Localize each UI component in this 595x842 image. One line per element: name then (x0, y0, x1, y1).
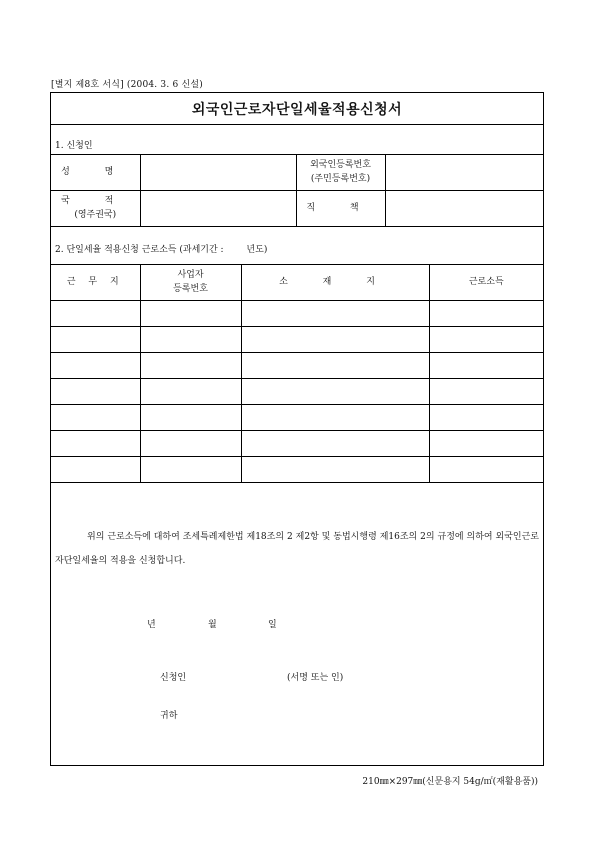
table-row (51, 353, 543, 379)
address-cell[interactable] (241, 431, 429, 457)
table-row (51, 327, 543, 353)
date-year-label: 년 (147, 620, 156, 630)
nationality-field[interactable] (140, 191, 296, 227)
name-field[interactable] (140, 155, 296, 191)
business-number-cell[interactable] (140, 379, 241, 405)
position-field[interactable] (385, 191, 543, 227)
address-cell[interactable] (241, 301, 429, 327)
signature-label: (서명 또는 인) (287, 673, 344, 683)
business-number-cell[interactable] (140, 457, 241, 483)
income-cell[interactable] (429, 457, 543, 483)
form-number-note: [별지 제8호 서식] (2004. 3. 6 신설) (51, 80, 203, 90)
date-month-label: 월 (208, 620, 217, 630)
income-table-header (51, 265, 543, 301)
position-label: 직 책 (296, 191, 385, 227)
table-row (51, 405, 543, 431)
workplace-cell[interactable] (51, 327, 140, 353)
business-number-header: 사업자 등록번호 (140, 265, 241, 301)
applicant-label: 신청인 (160, 673, 187, 683)
address-cell[interactable] (241, 327, 429, 353)
address-cell[interactable] (241, 457, 429, 483)
business-number-cell[interactable] (140, 431, 241, 457)
name-label: 성 명 (51, 155, 140, 191)
income-table (51, 264, 543, 483)
workplace-cell[interactable] (51, 353, 140, 379)
workplace-cell[interactable] (51, 405, 140, 431)
date-day-label: 일 (268, 620, 277, 630)
income-header: 근로소득 (429, 265, 543, 301)
applicant-table (51, 154, 543, 227)
table-row (51, 431, 543, 457)
paper-spec-footer: 210㎜×297㎜(신문용지 54g/㎡(재활용품)) (362, 777, 538, 787)
workplace-cell[interactable] (51, 431, 140, 457)
nationality-label: 국 적 (영주권국) (51, 191, 140, 227)
address-cell[interactable] (241, 379, 429, 405)
address-cell[interactable] (241, 405, 429, 431)
business-number-cell[interactable] (140, 405, 241, 431)
income-cell[interactable] (429, 353, 543, 379)
income-cell[interactable] (429, 431, 543, 457)
workplace-header: 근 무 지 (51, 265, 140, 301)
income-cell[interactable] (429, 405, 543, 431)
income-cell[interactable] (429, 301, 543, 327)
workplace-cell[interactable] (51, 301, 140, 327)
table-row (51, 301, 543, 327)
workplace-cell[interactable] (51, 457, 140, 483)
section1-heading: 1. 신청인 (55, 141, 93, 151)
form-title: 외국인근로자단일세율적용신청서 (51, 93, 543, 125)
registration-number-field[interactable] (385, 155, 543, 191)
income-cell[interactable] (429, 327, 543, 353)
table-row (51, 457, 543, 483)
business-number-cell[interactable] (140, 353, 241, 379)
recipient-label: 귀하 (160, 711, 178, 721)
table-row (51, 379, 543, 405)
section2-heading: 2. 단일세율 적용신청 근로소득 (과세기간 : 년도) (55, 245, 268, 255)
business-number-cell[interactable] (140, 327, 241, 353)
income-cell[interactable] (429, 379, 543, 405)
declaration-text: 위의 근로소득에 대하여 조세특례제한법 제18조의 2 제2항 및 동법시행령 제16조의 2의 규정에 의하여 외국인근로자단일세율의 적용을 신청합니다. (55, 532, 539, 566)
business-number-cell[interactable] (140, 301, 241, 327)
address-header: 소 재 지 (241, 265, 429, 301)
address-cell[interactable] (241, 353, 429, 379)
registration-number-label: 외국인등록번호 (주민등록번호) (296, 155, 385, 191)
workplace-cell[interactable] (51, 379, 140, 405)
application-form (50, 92, 544, 766)
